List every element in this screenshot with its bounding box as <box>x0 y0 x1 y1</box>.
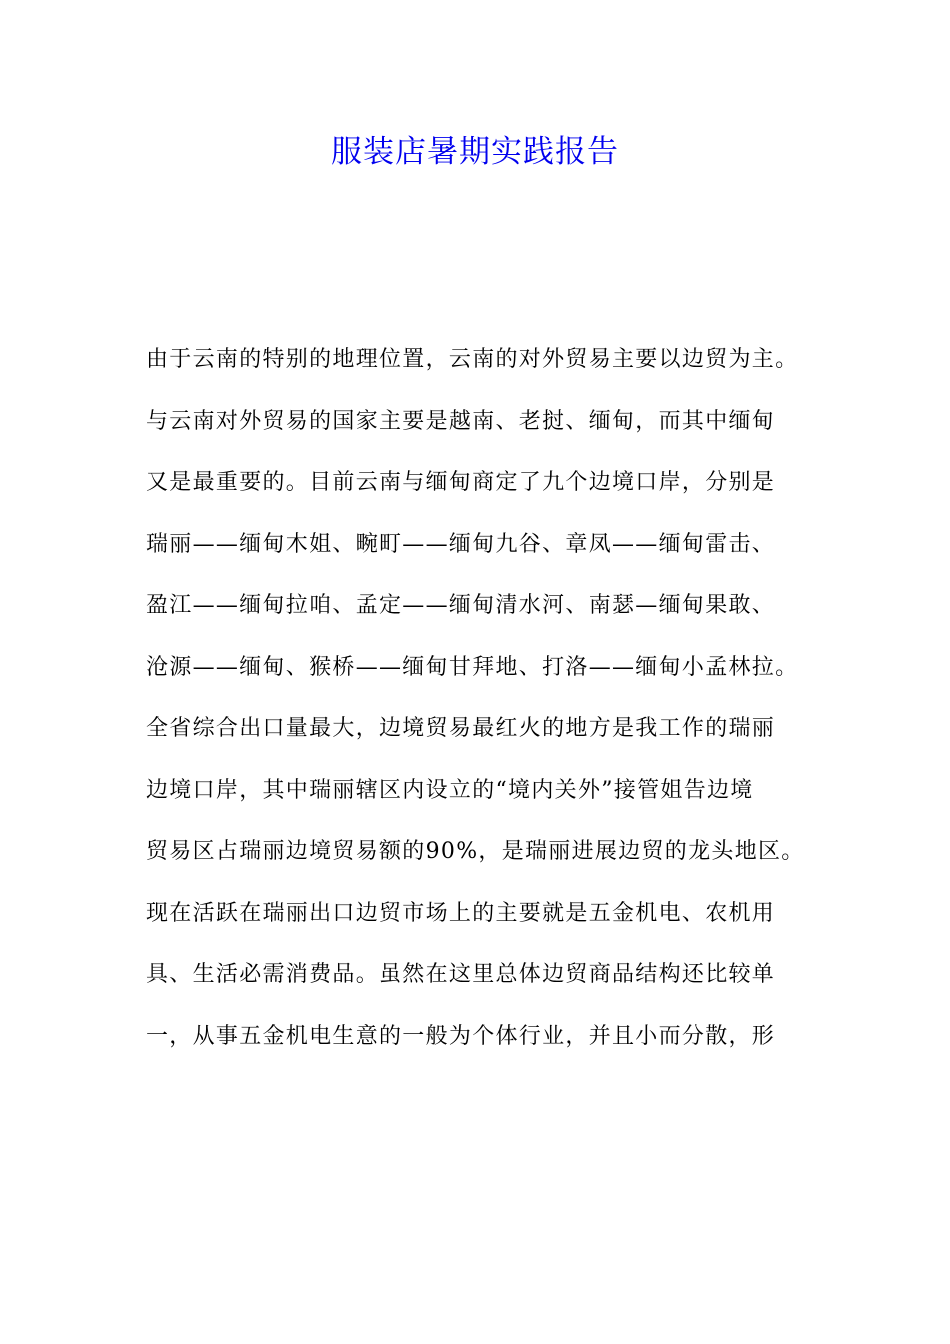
body-line: 由于云南的特别的地理位置，云南的对外贸易主要以边贸为主。 <box>146 347 799 372</box>
body-line: 边境口岸，其中瑞丽辖区内设立的“境内关外”接管姐告边境 <box>146 777 754 803</box>
body-line: 现在活跃在瑞丽出口边贸市场上的主要就是五金机电、农机用 <box>146 900 776 926</box>
body-line: 沧源——缅甸、猴桥——缅甸甘拜地、打洛——缅甸小孟林拉。 <box>146 654 799 680</box>
body-line: 贸易区占瑞丽边境贸易额的90%，是瑞丽进展边贸的龙头地区。 <box>146 839 805 864</box>
body-line: 又是最重要的。目前云南与缅甸商定了九个边境口岸，分别是 <box>146 470 776 495</box>
body-line: 与云南对外贸易的国家主要是越南、老挝、缅甸，而其中缅甸 <box>146 408 776 434</box>
body-line: 一，从事五金机电生意的一般为个体行业，并且小而分散，形 <box>146 1023 776 1049</box>
document-title: 服装店暑期实践报告 <box>331 134 619 170</box>
body-line: 瑞丽——缅甸木姐、畹町——缅甸九谷、章凤——缅甸雷击、 <box>146 531 776 557</box>
body-line: 全省综合出口量最大，边境贸易最红火的地方是我工作的瑞丽 <box>146 716 776 741</box>
document-body <box>146 334 826 1072</box>
body-line: 具、生活必需消费品。虽然在这里总体边贸商品结构还比较单 <box>146 962 776 987</box>
body-line: 盈江——缅甸拉咱、孟定——缅甸清水河、南瑟—缅甸果敢、 <box>146 593 776 618</box>
